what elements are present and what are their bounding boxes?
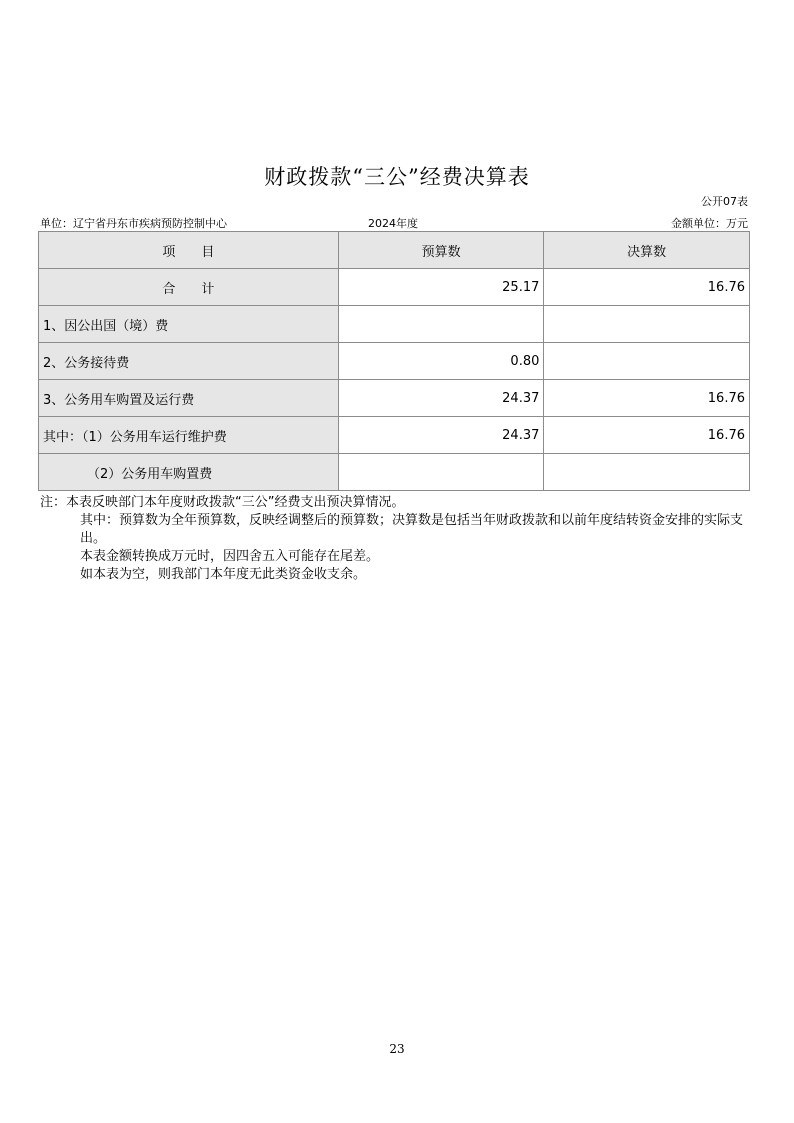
page-number: 23 — [389, 1042, 405, 1056]
table-row — [39, 306, 750, 343]
budget-value — [338, 306, 544, 343]
header-final: 决算数 — [544, 232, 750, 269]
note-line: 注：本表反映部门本年度财政拨款“三公”经费支出预决算情况。 — [40, 495, 405, 510]
row-label: 2、公务接待费 — [39, 343, 339, 380]
table-row — [39, 343, 750, 380]
note-line: 其中：预算数为全年预算数，反映经调整后的预算数；决算数是包括当年财政拨款和以前年度结转资金安排的实际支出。 — [80, 513, 744, 546]
final-value — [544, 306, 750, 343]
table-row — [39, 417, 750, 454]
note-line: 本表金额转换成万元时，因四舍五入可能存在尾差。 — [80, 549, 380, 564]
budget-value: 24.37 — [338, 417, 544, 454]
currency-unit: 金额单位：万元 — [671, 217, 748, 230]
final-value: 16.76 — [544, 269, 750, 306]
header-budget: 预算数 — [338, 232, 544, 269]
final-value: 16.76 — [544, 380, 750, 417]
fiscal-year: 2024年度 — [368, 217, 418, 230]
three-public-expenses-table — [38, 231, 750, 491]
page-title: 财政拨款“三公”经费决算表 — [264, 165, 530, 189]
row-label: 合 计 — [39, 269, 339, 306]
row-label: 1、因公出国（境）费 — [39, 306, 339, 343]
reporting-unit: 单位：辽宁省丹东市疾病预防控制中心 — [40, 217, 227, 230]
form-number: 公开07表 — [701, 195, 748, 208]
table-row — [39, 380, 750, 417]
final-value: 16.76 — [544, 417, 750, 454]
table-row-total — [39, 269, 750, 306]
table-notes — [40, 494, 752, 584]
budget-value: 25.17 — [338, 269, 544, 306]
final-value — [544, 343, 750, 380]
table-meta-row — [40, 215, 748, 231]
row-label: 其中：（1）公务用车运行维护费 — [39, 417, 339, 454]
final-value — [544, 454, 750, 491]
table-row — [39, 454, 750, 491]
row-label: （2）公务用车购置费 — [39, 454, 339, 491]
header-item: 项 目 — [39, 232, 339, 269]
budget-value — [338, 454, 544, 491]
budget-value: 0.80 — [338, 343, 544, 380]
row-label: 3、公务用车购置及运行费 — [39, 380, 339, 417]
table-header-row — [39, 232, 750, 269]
budget-value: 24.37 — [338, 380, 544, 417]
note-line: 如本表为空，则我部门本年度无此类资金收支余。 — [80, 567, 367, 582]
